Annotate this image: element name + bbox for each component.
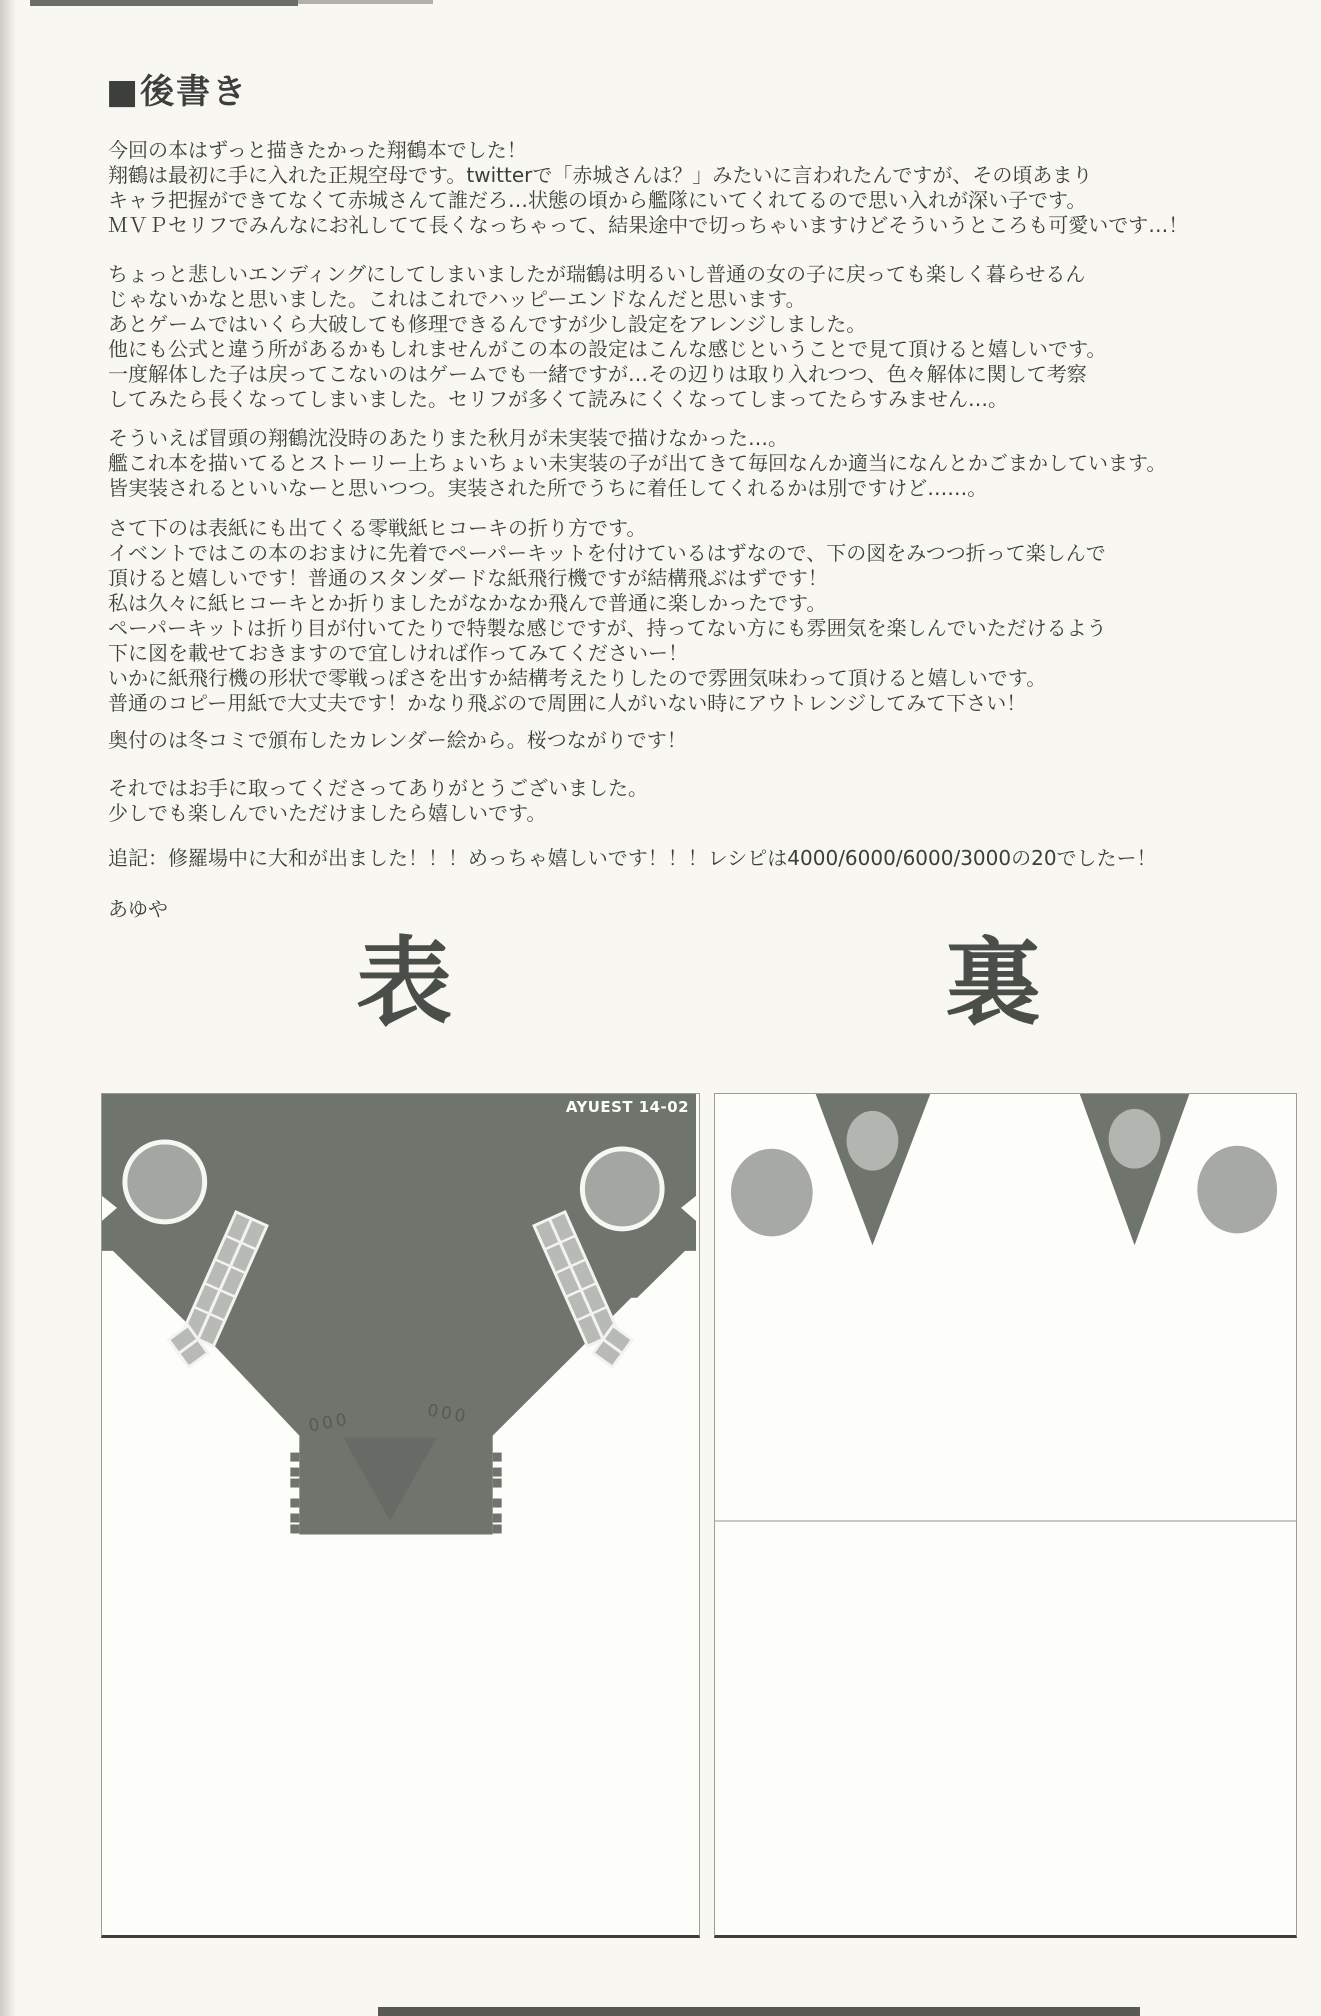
text-line: 下に図を載せておきますので宜しければ作ってみてくださいー！ <box>108 641 688 665</box>
tail-mark-right: 000 <box>425 1399 471 1427</box>
roundel-left <box>125 1142 205 1222</box>
text-line: 頂けると嬉しいです！普通のスタンダードな紙飛行機ですが結構飛ぶはずです！ <box>108 566 828 590</box>
plane-template-back-diagram <box>714 1093 1297 1938</box>
text-line: それではお手に取ってくださってありがとうございました。 <box>108 776 648 800</box>
text-line: そういえば冒頭の翔鶴沈没時のあたりまた秋月が未実装で描けなかった…。 <box>108 426 788 450</box>
text-line: 他にも公式と違う所があるかもしれませんがこの本の設定はこんな感じということで見て頂けると嬉しいです。 <box>108 337 1107 361</box>
text-line: してみたら長くなってしまいました。セリフが多くて読みにくくなってしまってたらすみません…。 <box>108 387 1008 411</box>
text-line: ペーパーキットは折り目が付いてたりで特製な感じですが、持ってない方にも雰囲気を楽しんでいただけるよう <box>108 616 1107 640</box>
text-line: 翔鶴は最初に手に入れた正規空母です。twitterで「赤城さんは？」みたいに言われたんですが、その頃あまり <box>108 163 1093 187</box>
text-line: イベントではこの本のおまけに先着でペーパーキットを付けているはずなので、下の図をみつつ折って楽しんで <box>108 541 1106 565</box>
afterword-paragraph-1 <box>108 138 1298 238</box>
front-template-graphic <box>102 1094 699 1935</box>
scan-artifact-bottom <box>378 2007 1140 2016</box>
plane-template-front-diagram <box>101 1093 700 1938</box>
afterword-paragraph-postscript <box>108 846 1298 871</box>
author-signature: あゆや <box>108 897 168 921</box>
tail-mark-left: 000 <box>306 1408 352 1436</box>
afterword-title: ■後書き <box>106 72 249 112</box>
back-template-graphic <box>715 1094 1296 1935</box>
roundel-back-outer-left <box>731 1149 813 1237</box>
template-code-label: AYUEST 14-02 <box>565 1097 690 1116</box>
front-side-label: 表 <box>356 927 452 1039</box>
afterword-paragraph-4 <box>108 516 1298 716</box>
text-line: 普通のコピー用紙で大丈夫です！かなり飛ぶので周囲に人がいない時にアウトレンジしてみて下さい！ <box>108 691 1027 715</box>
afterword-paragraph-3 <box>108 426 1298 501</box>
text-line: あとゲームではいくら大破しても修理できるんですが少し設定をアレンジしました。 <box>108 312 867 336</box>
scan-artifact-top <box>30 0 298 6</box>
back-side-label: 裏 <box>945 927 1041 1039</box>
text-line: 追記：修羅場中に大和が出ました！！！めっちゃ嬉しいです！！！レシピは4000/6000/6000/3000の20でしたー！ <box>108 846 1157 870</box>
roundel-back-outer-right <box>1197 1146 1277 1234</box>
afterword-paragraph-6 <box>108 776 1298 826</box>
text-line: ちょっと悲しいエンディングにしてしまいましたが瑞鶴は明るいし普通の女の子に戻っても楽しく暮らせるん <box>108 262 1086 286</box>
roundel-back-inner-left <box>847 1111 899 1171</box>
roundel-back-inner-right <box>1109 1109 1161 1169</box>
text-line: キャラ把握ができてなくて赤城さんて誰だろ…状態の頃から艦隊にいてくれてるので思い入れが深い子です。 <box>108 188 1087 212</box>
text-line: 今回の本はずっと描きたかった翔鶴本でした！ <box>108 138 527 162</box>
afterword-paragraph-2 <box>108 262 1298 412</box>
text-line: じゃないかなと思いました。これはこれでハッピーエンドなんだと思います。 <box>108 287 806 311</box>
text-line: いかに紙飛行機の形状で零戦っぽさを出すか結構考えたりしたので雰囲気味わって頂けると嬉しいです。 <box>108 666 1047 690</box>
text-line: さて下のは表紙にも出てくる零戦紙ヒコーキの折り方です。 <box>108 516 647 540</box>
text-line: 少しでも楽しんでいただけましたら嬉しいです。 <box>108 801 547 825</box>
text-line: 一度解体した子は戻ってこないのはゲームでも一緒ですが…その辺りは取り入れつつ、色々解体に関して考察 <box>108 362 1087 386</box>
scan-artifact-top-light <box>298 0 433 4</box>
text-line: 艦これ本を描いてるとストーリー上ちょいちょい未実装の子が出てきて毎回なんか適当になんとかごまかしています。 <box>108 451 1167 475</box>
text-line: ＭＶＰセリフでみんなにお礼してて長くなっちゃって、結果途中で切っちゃいますけどそういうところも可愛いです…！ <box>108 213 1189 237</box>
afterword-paragraph-5 <box>108 728 1298 753</box>
text-line: 奥付のは冬コミで頒布したカレンダー絵から。桜つながりです！ <box>108 728 687 752</box>
text-line: 皆実装されるといいなーと思いつつ。実装された所でうちに着任してくれるかは別ですけど……。 <box>108 476 988 500</box>
text-line: 私は久々に紙ヒコーキとか折りましたがなかなか飛んで普通に楽しかったです。 <box>108 591 827 615</box>
roundel-right <box>582 1149 662 1229</box>
scan-gutter-shadow <box>0 0 16 2016</box>
